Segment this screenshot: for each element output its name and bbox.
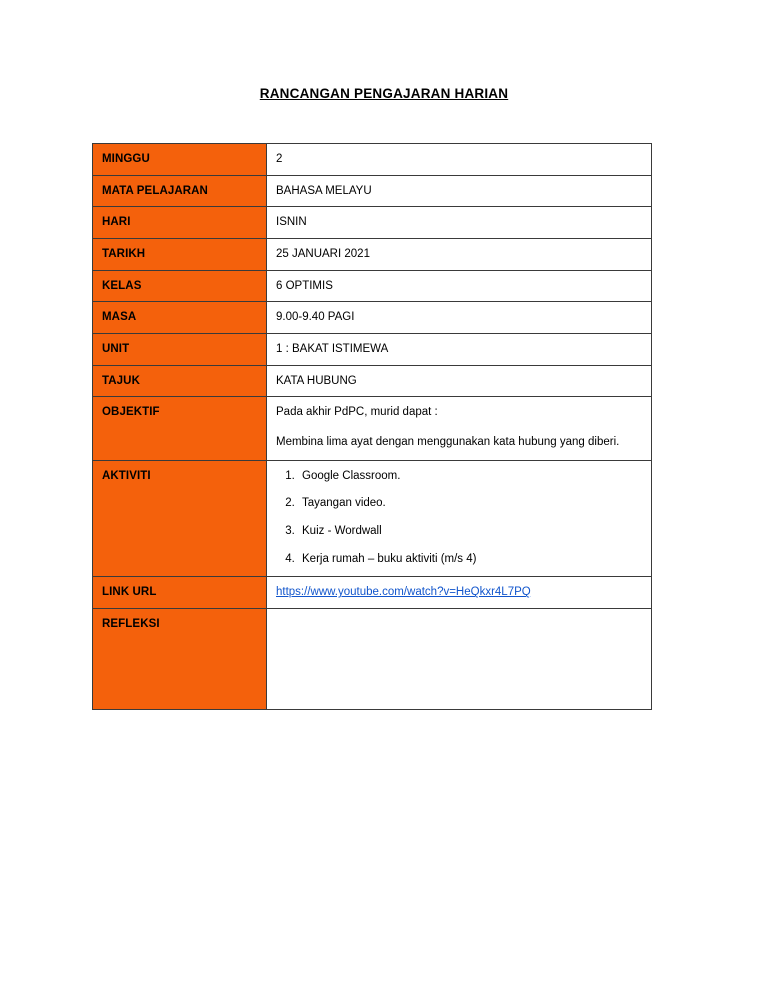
row-value-masa: 9.00-9.40 PAGI [267,302,652,334]
row-value-tarikh: 25 JANUARI 2021 [267,239,652,271]
row-label-unit: UNIT [93,334,267,366]
lesson-plan-table [92,143,652,710]
row-value-link-url [267,577,652,609]
row-value-refleksi [267,609,652,710]
table-row [93,239,652,271]
table-row [93,577,652,609]
row-value-objektif [267,397,652,460]
row-label-tarikh: TARIKH [93,239,267,271]
table-row [93,144,652,176]
row-label-kelas: KELAS [93,270,267,302]
row-label-objektif: OBJEKTIF [93,397,267,460]
row-value-hari: ISNIN [267,207,652,239]
page-title: RANCANGAN PENGAJARAN HARIAN [259,86,509,101]
list-item: 1. Google Classroom. [298,468,643,485]
list-item: 4. Kerja rumah – buku aktiviti (m/s 4) [298,551,643,568]
table-row [93,175,652,207]
row-label-link-url: LINK URL [93,577,267,609]
youtube-link[interactable]: https://www.youtube.com/watch?v=HeQkxr4L7PQ [276,586,531,599]
objektif-line-2: Membina lima ayat dengan menggunakan kata hubung yang diberi. [276,436,620,449]
table-row [93,460,652,577]
row-value-kelas: 6 OPTIMIS [267,270,652,302]
table-row [93,365,652,397]
table-row [93,334,652,366]
row-value-aktiviti [267,460,652,577]
table-row [93,207,652,239]
list-item: 2. Tayangan video. [298,495,643,512]
table-row [93,609,652,710]
table-row [93,270,652,302]
row-value-tajuk: KATA HUBUNG [267,365,652,397]
row-label-hari: HARI [93,207,267,239]
objektif-line-1: Pada akhir PdPC, murid dapat : [276,406,438,419]
row-label-tajuk: TAJUK [93,365,267,397]
row-value-mata-pelajaran: BAHASA MELAYU [267,175,652,207]
row-value-minggu: 2 [267,144,652,176]
row-value-unit: 1 : BAKAT ISTIMEWA [267,334,652,366]
row-label-minggu: MINGGU [93,144,267,176]
row-label-masa: MASA [93,302,267,334]
row-label-mata-pelajaran: MATA PELAJARAN [93,175,267,207]
row-label-aktiviti: AKTIVITI [93,460,267,577]
list-item: 3. Kuiz - Wordwall [298,523,643,540]
table-row [93,397,652,460]
row-label-refleksi: REFLEKSI [93,609,267,710]
table-row [93,302,652,334]
aktiviti-list [276,468,643,568]
